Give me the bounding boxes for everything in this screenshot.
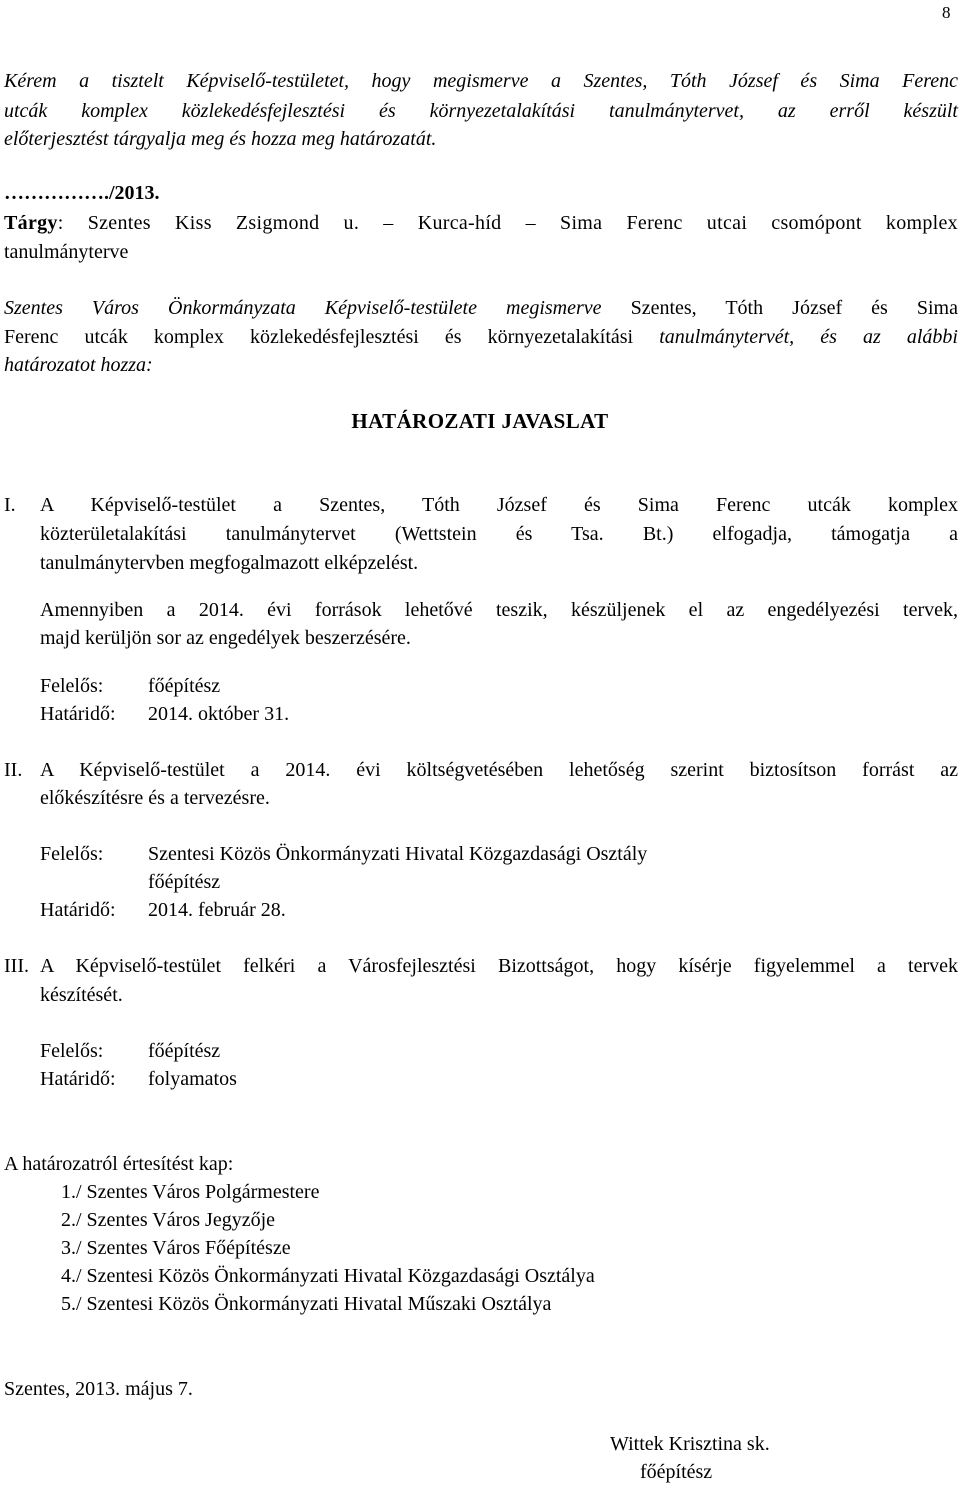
section-2-deadline-value: 2014. február 28. [148,899,286,921]
section-3-number: III. [4,955,29,977]
subject-text: : Szentes Kiss Zsigmond u. – Kurca-híd – Sima Ferenc utcai csomópont komplex [57,212,958,234]
recipient-item: 1./ Szentes Város Polgármestere [61,1181,320,1203]
place-date: Szentes, 2013. május 7. [4,1378,193,1400]
section-3-responsible-value: főépítész [148,1040,221,1062]
section-2-responsible-label: Felelős: [40,843,104,865]
preamble-italic-1: Szentes Város Önkormányzata Képviselő-testülete megismerve [4,297,602,319]
signature-name: Wittek Krisztina sk. [610,1433,770,1455]
section-1-para2-line-2: majd kerüljön sor az engedélyek beszerzésére. [40,627,411,649]
section-1-number: I. [4,494,16,516]
section-1-responsible-value: főépítész [148,675,221,697]
recipient-item: 3./ Szentes Város Főépítésze [61,1237,291,1259]
section-3-deadline-value: folyamatos [148,1068,237,1090]
recipient-item: 5./ Szentesi Közös Önkormányzati Hivatal Műszaki Osztálya [61,1293,552,1315]
section-1-deadline-value: 2014. október 31. [148,703,290,725]
section-3-line-2: készítését. [40,984,123,1006]
preamble-line-2 [4,326,958,349]
intro-line-2: utcák komplex közlekedésfejlesztési és környezetalakítási tanulmánytervet, az erről készült [4,100,958,122]
recipient-item: 2./ Szentes Város Jegyzője [61,1209,276,1231]
section-3-deadline-label: Határidő: [40,1068,116,1090]
preamble-italic-2: tanulmánytervét, és az alábbi [659,326,958,348]
preamble-line-1 [4,297,958,320]
subject-line-1 [4,212,958,235]
resolution-heading: HATÁROZATI JAVASLAT [351,409,609,433]
section-1-line-2: közterületalakítási tanulmánytervet (Wettstein és Tsa. Bt.) elfogadja, támogatja a [40,523,958,545]
recipient-item: 4./ Szentesi Közös Önkormányzati Hivatal Közgazdasági Osztálya [61,1265,595,1287]
resolution-number: ……………./2013. [4,182,160,204]
section-2-responsible-value-2: főépítész [148,871,221,893]
preamble-line-3: határozatot hozza: [4,354,153,376]
intro-line-1: Kérem a tisztelt Képviselő-testületet, hogy megismerve a Szentes, Tóth József és Sima Ferenc [4,70,958,92]
section-1-para2-line-1: Amennyiben a 2014. évi források lehetővé teszik, készüljenek el az engedélyezési tervek, [40,599,958,621]
preamble-regular-2: Ferenc utcák komplex közlekedésfejlesztési és környezetalakítási [4,326,660,348]
section-2-responsible-value-1: Szentesi Közös Önkormányzati Hivatal Közgazdasági Osztály [148,843,648,865]
subject-line-2: tanulmányterve [4,241,129,263]
subject-label: Tárgy [4,212,58,234]
section-1-line-1: A Képviselő-testület a Szentes, Tóth József és Sima Ferenc utcák komplex [40,494,958,516]
signature-title: főépítész [640,1461,713,1483]
page-number: 8 [942,3,951,22]
section-2-deadline-label: Határidő: [40,899,116,921]
section-3-responsible-label: Felelős: [40,1040,104,1062]
preamble-regular-1: Szentes, Tóth József és Sima [601,297,958,319]
recipients-heading: A határozatról értesítést kap: [4,1153,234,1175]
intro-line-3: előterjesztést tárgyalja meg és hozza meg határozatát. [4,128,437,150]
section-2-number: II. [4,759,23,781]
section-1-responsible-label: Felelős: [40,675,104,697]
section-1-deadline-label: Határidő: [40,703,116,725]
section-3-line-1: A Képviselő-testület felkéri a Városfejlesztési Bizottságot, hogy kísérje figyelemmel a tervek [40,955,958,977]
section-1-line-3: tanulmánytervben megfogalmazott elképzelést. [40,552,419,574]
section-2-line-2: előkészítésre és a tervezésre. [40,787,270,809]
section-2-line-1: A Képviselő-testület a 2014. évi költségvetésében lehetőség szerint biztosítson forrást az [40,759,958,781]
